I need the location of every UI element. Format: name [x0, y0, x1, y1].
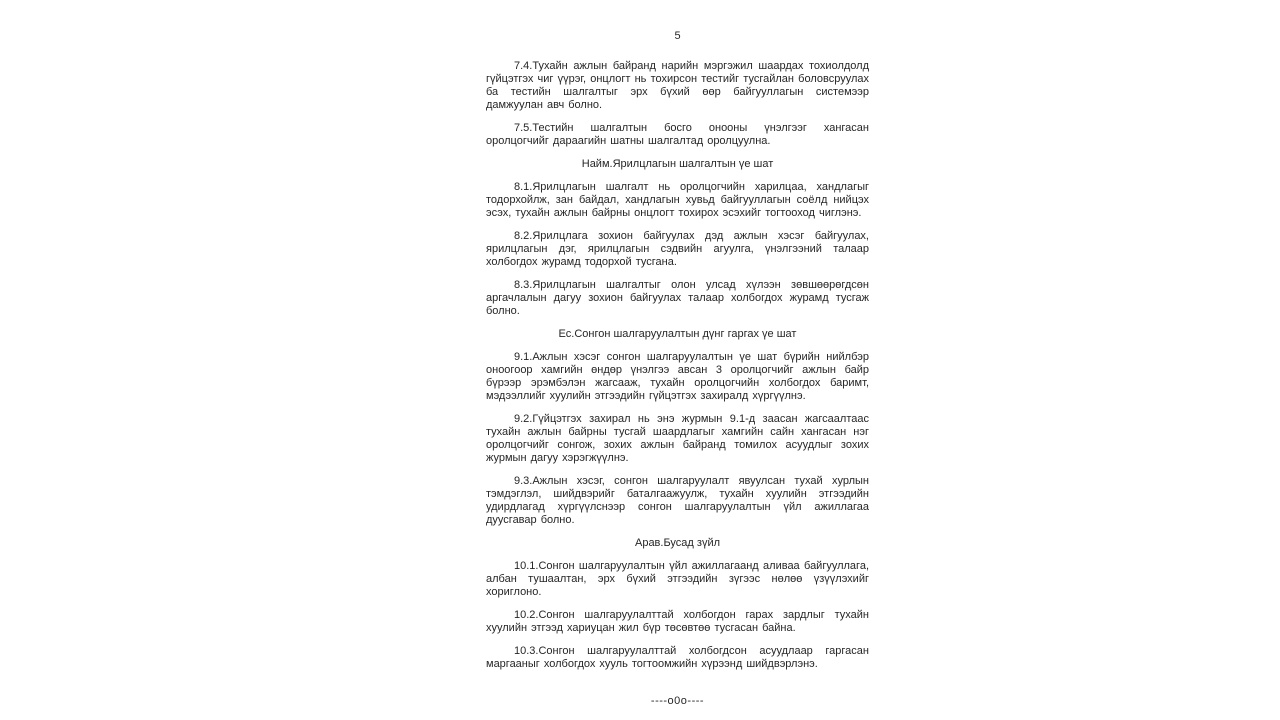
page-number: 5: [674, 30, 681, 42]
document-end-mark: ----о0о----: [650, 695, 705, 707]
paragraph-8-2: 8.2.Ярилцлага зохион байгуулах дэд ажлын хэсэг байгуулах, ярилцлагын дэг, ярилцлагын сэдвийн агуулга, үнэлгээний талаар холбогдох журамд тодорхой тусгана.: [486, 230, 869, 268]
section-heading-10: Арав.Бусад зүйл: [634, 537, 721, 549]
paragraph-9-3: 9.3.Ажлын хэсэг, сонгон шалгаруулалт явуулсан тухай хурлын тэмдэглэл, шийдвэрийг баталгаажуулж, тухайн хуулийн этгээдийн удирдлагад хүргүүлснээр сонгон шалгаруулалтын үйл ажиллагаа дуусгавар болно.: [486, 475, 869, 526]
paragraph-8-1: 8.1.Ярилцлагын шалгалт нь оролцогчийн харилцаа, хандлагыг тодорхойлж, зан байдал, хандлагын хувьд байгууллагын соёлд нийцэх эсэх, тухайн ажлын байрны онцлогт тохирох эсэхийг тогтооход чиглэнэ.: [486, 181, 869, 219]
document-page: [486, 30, 869, 708]
paragraph-7-5: 7.5.Тестийн шалгалтын босго онооны үнэлгээг хангасан оролцогчийг дараагийн шатны шалгалтад оролцуулна.: [486, 122, 869, 147]
section-heading-8: Найм.Ярилцлагын шалгалтын үе шат: [581, 158, 774, 170]
section-heading-9: Ес.Сонгон шалгаруулалтын дүнг гаргах үе шат: [558, 328, 797, 340]
paragraph-8-3: 8.3.Ярилцлагын шалгалтыг олон улсад хүлээн зөвшөөрөгдсөн аргачлалын дагуу зохион байгуулах талаар холбогдох журамд тусгаж болно.: [486, 279, 869, 317]
paragraph-7-4: 7.4.Тухайн ажлын байранд нарийн мэргэжил шаардах тохиолдолд гүйцэтгэх чиг үүрэг, онцлогт нь тохирсон тестийг тусгайлан боловсруулах ба тестийн шалгалтыг эрх бүхий өөр байгууллагын системээр дамжуулан авч болно.: [486, 60, 869, 111]
paragraph-10-1: 10.1.Сонгон шалгаруулалтын үйл ажиллагаанд аливаа байгууллага, албан тушаалтан, эрх бүхий этгээдийн зүгээс нөлөө үзүүлэхийг хориглоно.: [486, 560, 869, 598]
paragraph-9-1: 9.1.Ажлын хэсэг сонгон шалгаруулалтын үе шат бүрийн нийлбэр оноогоор хамгийн өндөр үнэлгээ авсан 3 оролцогчийг ажлын байр бүрээр эрэмбэлэн жагсааж, тухайн оролцогчийн холбогдох баримт, мэдээллийг хуулийн этгээдийн гүйцэтгэх захиралд хүргүүлнэ.: [486, 351, 869, 402]
paragraph-10-3: 10.3.Сонгон шалгаруулалттай холбогдсон асуудлаар гаргасан маргааныг холбогдох хууль тогтоомжийн хүрээнд шийдвэрлэнэ.: [486, 645, 869, 670]
paragraph-10-2: 10.2.Сонгон шалгаруулалттай холбогдон гарах зардлыг тухайн хуулийн этгээд хариуцан жил бүр төсөвтөө тусгасан байна.: [486, 609, 869, 634]
paragraph-9-2: 9.2.Гүйцэтгэх захирал нь энэ журмын 9.1-д заасан жагсаалтаас тухайн ажлын байрны тусгай шаардлагыг хамгийн сайн хангасан нэг оролцогчийг сонгож, зохих ажлын байранд томилох асуудлыг зохих журмын дагуу хэрэгжүүлнэ.: [486, 413, 869, 464]
